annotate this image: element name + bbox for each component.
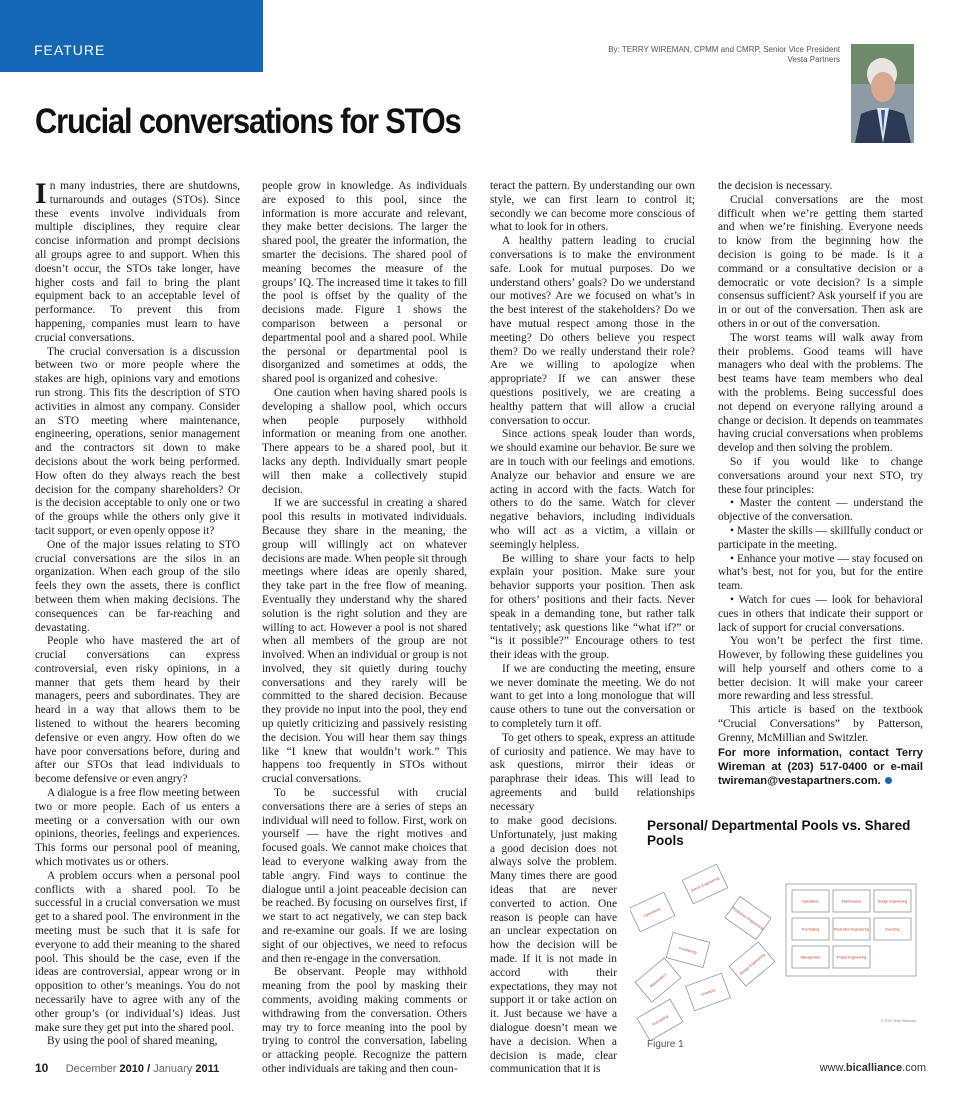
- author-photo: [851, 44, 914, 143]
- section-label: FEATURE: [34, 42, 106, 58]
- page-number: 10: [35, 1061, 49, 1075]
- shared-box: [792, 918, 829, 940]
- shared-box-label: Operations: [802, 899, 819, 904]
- pool-box-label: Production Engineering: [731, 906, 765, 931]
- paragraph: Be observant. People may withhold meaning from the pool by masking their comments, avoiding making comments or withdrawing from the conversation. Others may try to force meaning into the pool by trying to control the conversation, labeling or attacking people. Recognize the pattern other individuals are taking and then coun-: [262, 966, 467, 1075]
- paragraph: teract the pattern. By understanding our own style, we can first learn to control it; secondly we can become more conscious of what to look for in others.: [490, 180, 695, 234]
- shared-box-label: Production Engineering: [833, 927, 870, 932]
- pool-box: [630, 892, 675, 932]
- pool-box-label: Maintenance: [649, 972, 668, 989]
- contact-info: For more information, contact Terry Wireman at (203) 517-0400 or e-mail twireman@vestapartners.com.: [718, 746, 923, 787]
- pool-box: [635, 958, 681, 1002]
- paragraph: A healthy pattern leading to crucial conversations is to make the environment safe. Look for mutual purposes. Do we understand others’ goals? Do we understand our motives? Are we focused on what’s in the best interest of the stakeholders? Do we have mutual respect among those in the meeting? Do others believe you respect them? Do we really understand their role? Are we willing to apologize when appropriate? If we can answer these questions positively, we are creating a healthy pattern that will allow a crucial conversation to occur.: [490, 235, 695, 427]
- column-2: [262, 180, 467, 1075]
- departmental-pool: [630, 864, 775, 1041]
- figure-caption: Figure 1: [647, 1039, 684, 1050]
- pool-box-label: Senior Engineering: [690, 876, 720, 893]
- feature-band: [0, 0, 263, 72]
- figure-diagram: [630, 852, 926, 1042]
- paragraph: To be successful with crucial conversations there are a series of steps an individual will need to follow. First, work on yourself — have the right motives and focused goals. We cannot make choices that lead to everyone walking away from the table angry. Find ways to continue the dialogue until a joint peaceable decision can be reached. By focusing on ourselves first, if we start to act negatively, we can step back and re-examine our goals. If we are losing sight of our objectives, we need to refocus and then re-engage in the conversation.: [262, 787, 467, 965]
- pool-box-label: Accounting: [651, 1014, 669, 1027]
- pool-box-label: Operations: [643, 906, 662, 918]
- shared-box-label: Purchasing: [802, 927, 819, 932]
- paragraph: So if you would like to change conversations around your next STO, try these four principles:: [718, 455, 923, 496]
- drop-cap: I: [35, 177, 47, 210]
- paragraph: This article is based on the textbook “Crucial Conversations” by Patterson, Grenny, McMillian and Switzler.: [718, 704, 923, 744]
- pool-box: [682, 864, 727, 904]
- pool-box: [729, 942, 775, 986]
- column-3: [490, 180, 695, 815]
- shared-box: [833, 918, 870, 940]
- pool-box-label: Design Engineering: [739, 952, 766, 976]
- figure-title: Personal/ Departmental Pools vs. Shared Pools: [647, 818, 911, 848]
- pool-box: [666, 933, 709, 968]
- column-1: [35, 177, 240, 1056]
- bullet-item: • Watch for cues — look for behavioral cues in others that indicate their support or lack of support for crucial conversations.: [718, 593, 923, 634]
- shared-box: [874, 890, 911, 912]
- column-4: [718, 180, 923, 800]
- shared-box: [874, 918, 911, 940]
- paragraph: People who have mastered the art of crucial conversations can express controversial, even risky opinions, in a manner that gets them heard by their managers, peers and subordinates. They are heard in a way that allows them to be listened to without the hearers becoming defensive or even angry. How often do we have poor conversations before, during and after our STOs that lead individuals to become defensive or even angry?: [35, 635, 240, 786]
- shared-box-label: Project Engineering: [836, 955, 867, 960]
- shared-box: [833, 946, 870, 968]
- shared-box-label: Maintenance: [841, 899, 862, 904]
- byline-author: By: TERRY WIREMAN, CPMM and CMRP, Senior Vice President: [608, 45, 840, 54]
- paragraph: the decision is necessary.: [718, 180, 833, 192]
- column-3-continued: [490, 815, 617, 1076]
- paragraph: to make good decisions. Unfortunately, just making a good decision does not always solve the problem. Many times there are good ideas that are never converted to action. One reason is people can have an unclear expectation on how the decision will be made. If it is not made in accord with their expectations, they may not support it or take action on it. Just because we have a dialogue doesn’t mean we have a decision. When a decision is made, clear communication that it is: [490, 815, 617, 1076]
- shared-box: [792, 890, 829, 912]
- shared-box-label: Design Engineering: [877, 899, 908, 904]
- paragraph: To get others to speak, express an attitude of curiosity and patience. We may have to ask questions, mirror their ideas or paraphrase their ideas. This will lead to agreements and build relationships necessary: [490, 731, 695, 813]
- pool-box-label: Inventory: [700, 988, 716, 997]
- figure-1: [630, 812, 926, 1058]
- paragraph: If we are conducting the meeting, ensure we never dominate the meeting. We do not want to get into a long monologue that will cause others to tune out the conversation or to completely turn it off.: [490, 662, 695, 731]
- paragraph: Be willing to share your facts to help explain your position. Make sure your behavior supports your position. Then ask for others’ positions and their facts. Never speak in a demanding tone, but rather talk tentatively; ask questions like “what if?” or “is it possible?” Encourage others to test their ideas with the group.: [490, 552, 695, 662]
- paragraph: By using the pool of shared meaning,: [47, 1035, 218, 1048]
- footer-website[interactable]: www.bicalliance.com: [819, 1062, 926, 1074]
- end-mark-icon: [885, 777, 892, 784]
- bullet-item: • Enhance your motive — stay focused on what’s best, not for you, but for the entire team.: [718, 552, 923, 593]
- pool-box: [637, 999, 683, 1041]
- byline: [608, 45, 840, 65]
- article-title: Crucial conversations for STOs: [35, 102, 461, 141]
- byline-company: Vesta Partners: [787, 55, 840, 64]
- paragraph: In many industries, there are shutdowns, turnarounds and outages (STOs). Since these events involve individuals from multiple disciplines, they require clear concise information and prompt decisions all groups agree to and support. When this doesn’t occur, the STOs take longer, have higher costs and fail to bring the plant equipment back to an acceptable level of performance. To prevent this from happening, companies must learn to have crucial conversations.: [35, 177, 240, 344]
- shared-box: [833, 890, 870, 912]
- paragraph: A problem occurs when a personal pool conflicts with a shared pool. To be successful in a crucial conversation we must get to a shared pool. The environment in the meeting must be such that it is safe for everyone to add their meaning to the shared pool. This should be the case, even if the ideas are controversial, appear wrong or in opposition to other’s meanings. You do not necessarily have to agree with any of the other group’s (or individual’s) ideas. Just make sure they get put into the shared pool.: [35, 869, 240, 1034]
- paragraph: One of the major issues relating to STO crucial conversations are the silos in an organization. When each group of the silo feels they own the assets, there is conflict between them when making decisions. The consequences can be far-reaching and devastating.: [35, 538, 240, 634]
- paragraph: One caution when having shared pools is developing a shallow pool, which occurs when people purposely withhold information or meaning from one another. There appears to be a shared pool, but it lacks any depth. Individually smart people will then make a collectively stupid decision.: [262, 386, 467, 496]
- paragraph: If we are successful in creating a shared pool this results in motivated individuals. Because they share in the meaning, the group will willingly act on whatever decisions are made. When people sit through meetings where ideas are openly shared, they take part in the free flow of meaning. Eventually they understand why the shared solution is the right solution and they are willing to act. However a pool is not shared when all members of the group are not involved. When an individual or group is not involved, they sit quietly during touchy conversations and they rarely will be committed to the shared decision. Because they provide no input into the pool, they end up quietly criticizing and passively resisting the decision. You will hear them say things like “I knew that wouldn’t work.” This happens too frequently in STOs without crucial conversations.: [262, 497, 467, 786]
- shared-box-label: Inventory: [885, 927, 900, 932]
- paragraph: people grow in knowledge. As individuals are exposed to this pool, since the information is more accurate and relevant, they make better decisions. The larger the shared pool, the greater the information, the smarter the decisions. The shared pool of meaning becomes the measure of the groups’ IQ. The increased time it takes to fill the pool is offset by the quality of the decisions made. Figure 1 shows the comparison between a personal or departmental pool and a shared pool. While the personal or departmental pool is disorganized and sometimes at odds, the shared pool is organized and cohesive.: [262, 180, 467, 386]
- paragraph: The crucial conversation is a discussion between two or more people where the stakes are high, opinions vary and emotions run strong. This fits the description of STO activities in almost any company. Consider an STO meeting where maintenance, engineering, operations, senior management and the contractors sit down to make decisions about the work being performed. How often do they always reach the best decision for the company shareholders? Or is the decision acceptable to only one or two of the groups while the others only give it tacit support, or even openly oppose it?: [35, 345, 240, 537]
- paragraph: You won’t be perfect the first time. However, by following these guidelines you will help yourself and others come to a better decision. It will make your career more rewarding and less stressful.: [718, 635, 923, 703]
- shared-box: [792, 946, 829, 968]
- figure-copyright: © 2010 Terry Wireman: [881, 1019, 916, 1023]
- shared-box-label: Management: [800, 955, 821, 960]
- pool-box-label: Purchasing: [678, 946, 698, 955]
- shared-pool: [786, 884, 916, 976]
- bullet-item: • Master the content — understand the objective of the conversation.: [718, 497, 923, 524]
- pool-box: [686, 973, 731, 1010]
- footer-issue: [35, 1061, 219, 1075]
- bullet-item: • Master the skills — skillfully conduct or participate in the meeting.: [718, 524, 923, 551]
- pool-box: [725, 896, 771, 939]
- paragraph: Since actions speak louder than words, we should examine our behavior. Be sure we are in touch with our feelings and emotions. Analyze our behavior and ensure we are acting in accord with the facts. Watch for others to do the same. Watch for clever negative behaviors, including individuals who will act as a victim, a villain or seemingly helpless.: [490, 428, 695, 551]
- paragraph: The worst teams will walk away from their problems. Good teams will have managers who deal with the problems. The best teams have team members who deal with the problems. Being successful does not depend on everyone rallying around a change or decision. It depends on teammates having crucial conversations when problems develop and then solving the problem.: [718, 331, 923, 455]
- issue-date: December 2010 / January 2011: [65, 1063, 220, 1075]
- paragraph: Crucial conversations are the most difficult when we’re getting them started and when we’re finishing. Everyone needs to know from the beginning how the decision is going to be made. Is it a command or a consultative decision or a democratic or vote decision? Is a simple consensus sufficient? Ask yourself if you are in or out of the conversation. Then ask are others in or out of the conversation.: [718, 193, 923, 330]
- paragraph: A dialogue is a free flow meeting between two or more people. Each of us enters a meeting or a conversation with our own opinions, theories, feelings and experiences. This forms our personal pool of meaning, which motivates us or others.: [35, 787, 240, 869]
